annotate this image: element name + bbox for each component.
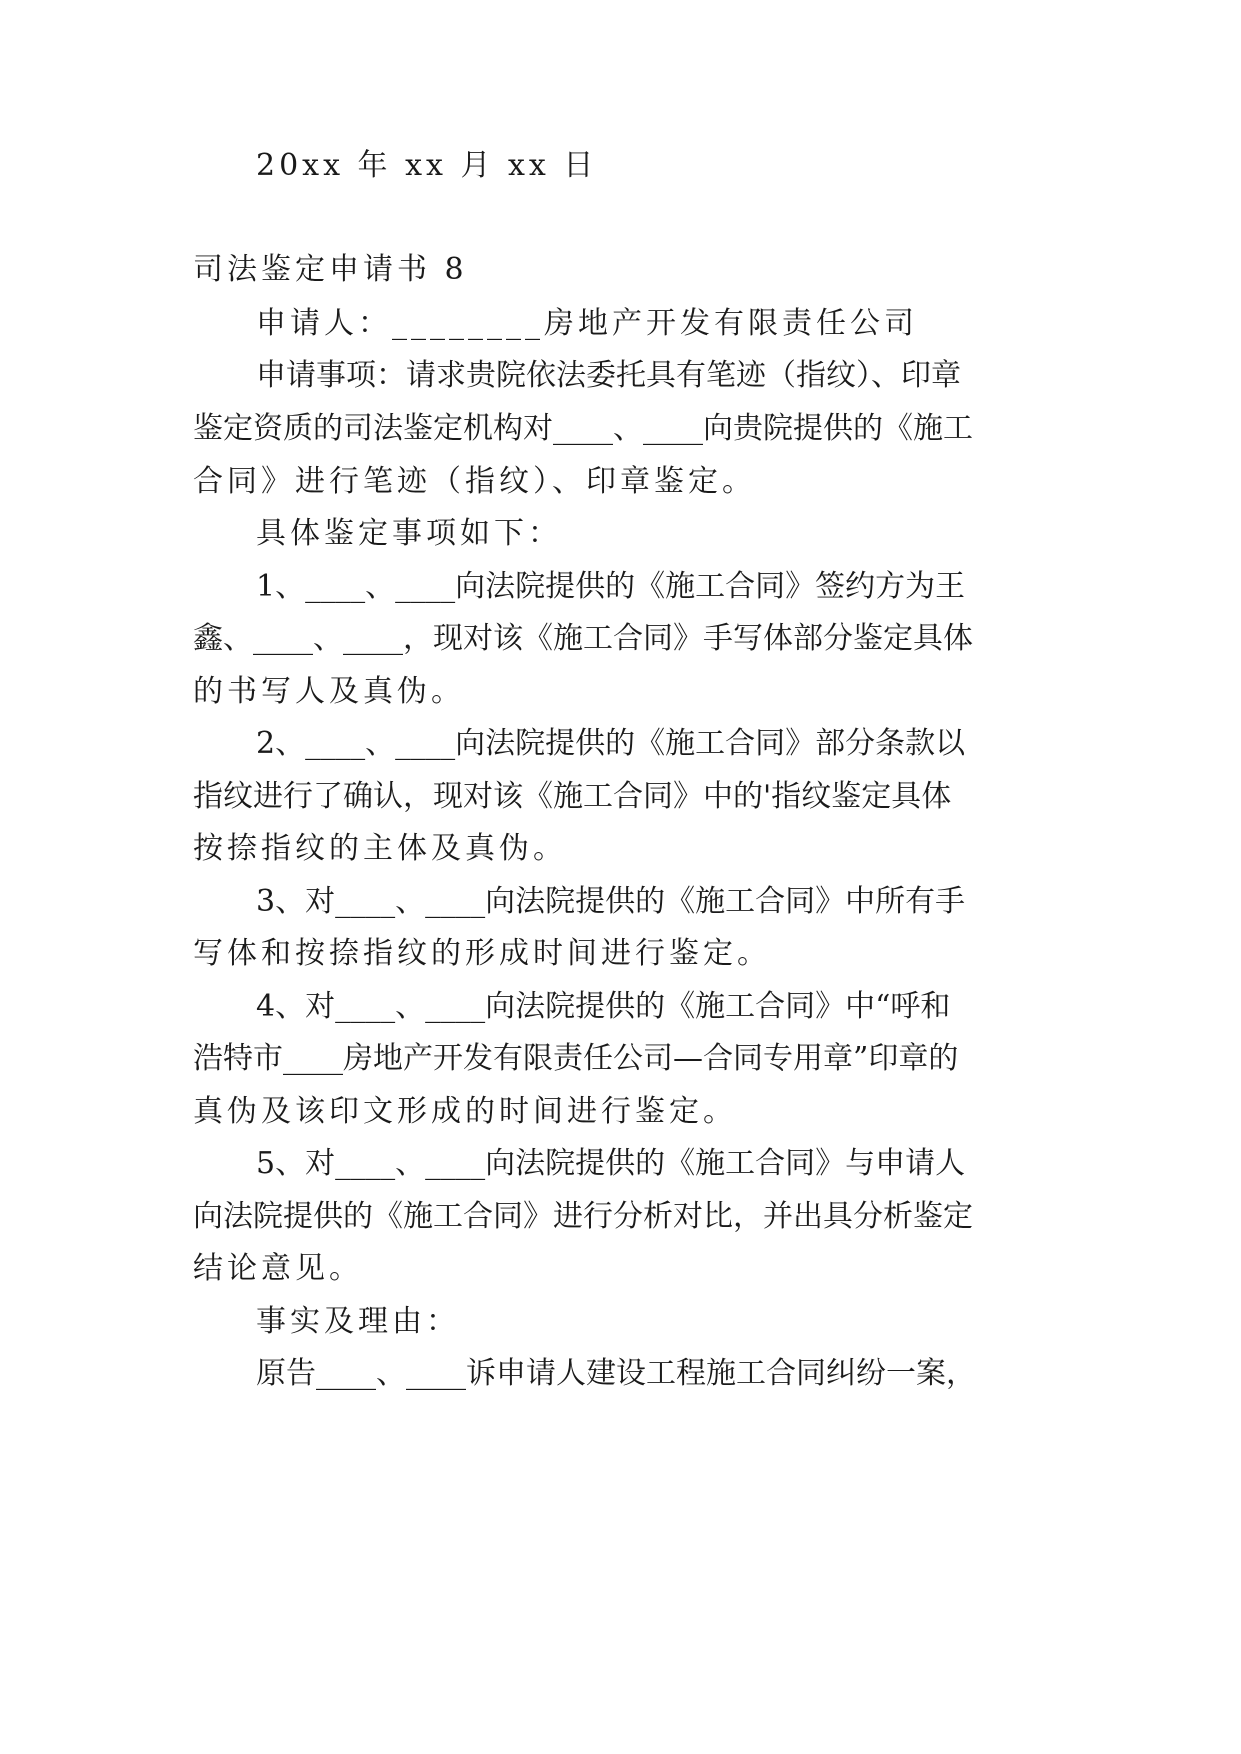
paragraph-line: 申请事项：请求贵院依法委托具有笔迹（指纹）、印章 [256,358,961,393]
paragraph-line: 4、对____、____向法院提供的《施工合同》中“呼和 [256,989,951,1024]
paragraph-line: 合同》进行笔迹（指纹）、印章鉴定。 [193,464,756,499]
date-line: 20xx 年 xx 月 xx 日 [256,148,598,183]
paragraph-line: 2、____、____向法院提供的《施工合同》部分条款以 [256,726,966,761]
applicant-line: 申请人：________房地产开发有限责任公司 [256,306,918,341]
paragraph-line: 按捺指纹的主体及真伪。 [193,831,567,866]
paragraph-line: 3、对____、____向法院提供的《施工合同》中所有手 [256,884,966,919]
paragraph-line: 鉴定资质的司法鉴定机构对____、____向贵院提供的《施工 [193,411,973,446]
paragraph-line: 1、____、____向法院提供的《施工合同》签约方为王 [256,569,966,604]
subheading: 事实及理由： [256,1304,460,1339]
paragraph-line: 指纹进行了确认，现对该《施工合同》中的'指纹鉴定具体 [193,779,952,814]
paragraph-line: 5、对____、____向法院提供的《施工合同》与申请人 [256,1146,966,1181]
paragraph-line: 的书写人及真伪。 [193,674,465,709]
subheading: 具体鉴定事项如下： [256,516,562,551]
paragraph-line: 结论意见。 [193,1251,363,1286]
paragraph-line: 浩特市____房地产开发有限责任公司—合同专用章”印章的 [193,1041,959,1076]
section-title: 司法鉴定申请书 8 [193,252,468,287]
paragraph-line: 鑫、____、____，现对该《施工合同》手写体部分鉴定具体 [193,621,973,656]
paragraph-line: 写体和按捺指纹的形成时间进行鉴定。 [193,936,771,971]
paragraph-line: 真伪及该印文形成的时间进行鉴定。 [193,1094,737,1129]
paragraph-line: 向法院提供的《施工合同》进行分析对比，并出具分析鉴定 [193,1199,973,1234]
paragraph-line: 原告____、____诉申请人建设工程施工合同纠纷一案， [256,1356,976,1391]
